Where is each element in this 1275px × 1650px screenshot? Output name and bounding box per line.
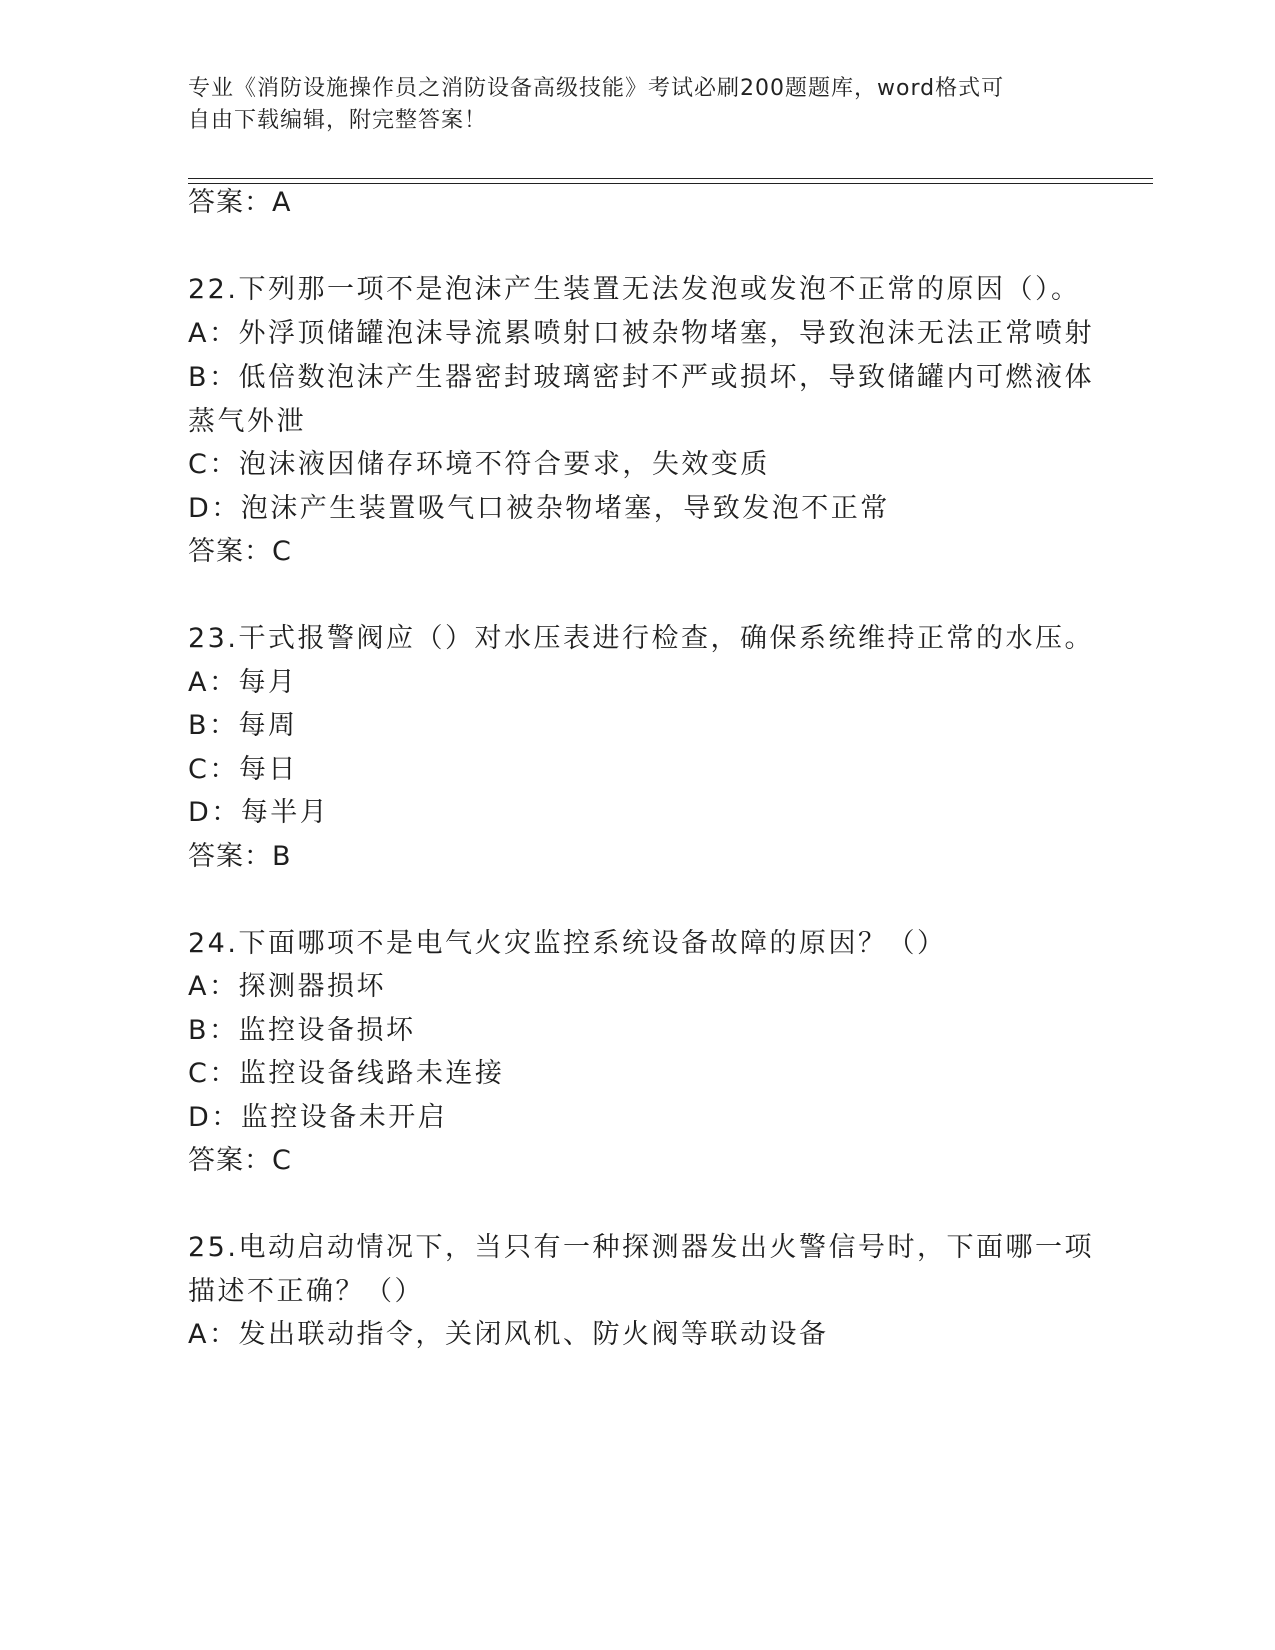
question-24-answer: 答案：C — [188, 1145, 292, 1176]
question-24-option-a: A：探测器损坏 — [188, 971, 386, 1002]
question-25-text-line-1: 25.电动启动情况下，当只有一种探测器发出火警信号时，下面哪一项 — [188, 1232, 1094, 1263]
question-23-option-c: C：每日 — [188, 754, 298, 785]
question-23-text: 23.干式报警阀应（）对水压表进行检查，确保系统维持正常的水压。 — [188, 623, 1094, 654]
question-24-option-b: B：监控设备损坏 — [188, 1015, 416, 1046]
question-22-text: 22.下列那一项不是泡沫产生装置无法发泡或发泡不正常的原因（）。 — [188, 274, 1081, 305]
answer-21: 答案：A — [188, 187, 292, 218]
question-23-answer: 答案：B — [188, 841, 292, 872]
question-22-option-a: A：外浮顶储罐泡沫导流累喷射口被杂物堵塞，导致泡沫无法正常喷射 — [188, 318, 1094, 349]
question-22-option-b-line-2: 蒸气外泄 — [188, 406, 306, 437]
header-divider-top — [188, 178, 1153, 179]
question-24-text: 24.下面哪项不是电气火灾监控系统设备故障的原因？（） — [188, 928, 947, 959]
question-23-option-b: B：每周 — [188, 710, 298, 741]
question-24-option-c: C：监控设备线路未连接 — [188, 1058, 505, 1089]
document-header — [188, 73, 1068, 137]
question-23-option-a: A：每月 — [188, 667, 298, 698]
question-24-option-d: D：监控设备未开启 — [188, 1102, 448, 1133]
header-line-1: 专业《消防设施操作员之消防设备高级技能》考试必刷200题题库，word格式可 — [188, 76, 1005, 101]
question-22-option-d: D：泡沫产生装置吸气口被杂物堵塞，导致发泡不正常 — [188, 493, 890, 524]
question-22-option-b-line-1: B：低倍数泡沫产生器密封玻璃密封不严或损坏，导致储罐内可燃液体 — [188, 362, 1095, 393]
question-22-answer: 答案：C — [188, 536, 292, 567]
question-22-option-c: C：泡沫液因储存环境不符合要求，失效变质 — [188, 449, 770, 480]
header-divider-bottom — [188, 183, 1153, 184]
question-25-text-line-2: 描述不正确？（） — [188, 1276, 424, 1307]
question-23-option-d: D：每半月 — [188, 797, 330, 828]
header-line-2: 自由下载编辑，附完整答案！ — [188, 108, 488, 133]
question-25-option-a: A：发出联动指令，关闭风机、防火阀等联动设备 — [188, 1319, 829, 1350]
